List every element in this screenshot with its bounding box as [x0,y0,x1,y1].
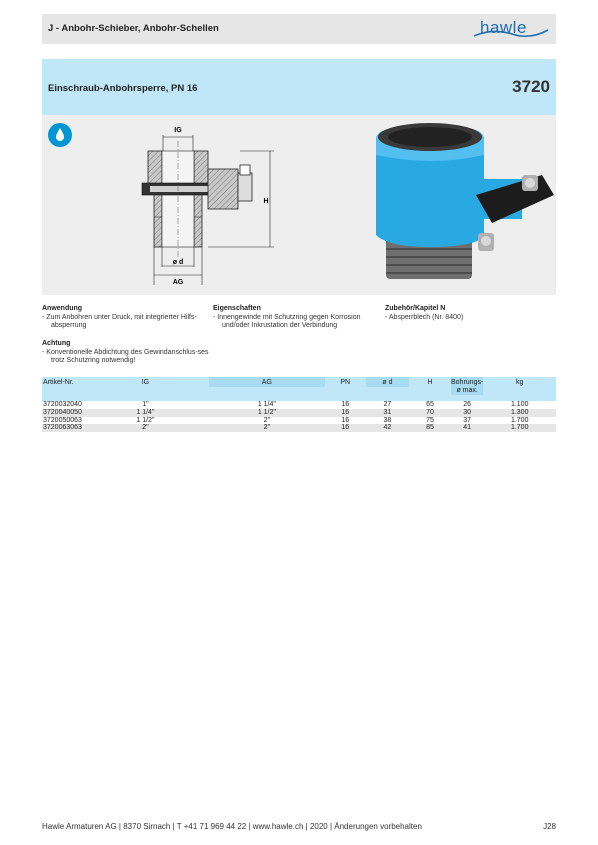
product-name: Einschraub-Anbohrsperre, PN 16 [48,83,198,94]
technical-drawing [130,117,320,293]
cell-ig: 1 1/2" [136,416,155,424]
cell-bohrung: 37 [463,416,472,424]
table-row [42,401,556,409]
hawle-logo [472,16,550,42]
cell-ig: 2" [142,424,149,432]
label-ig: IG [174,127,182,134]
category-title: J - Anbohr-Schieber, Anbohr-Schellen [48,23,219,34]
page-number: J28 [543,822,556,831]
section-title: Eigenschaften [213,305,261,312]
cell-ig: 1 1/4" [136,408,155,416]
cell-h: 65 [426,401,434,408]
product-photo [372,115,556,295]
cell-od: 38 [383,416,392,424]
cell-article: 3720063063 [43,424,82,432]
cell-kg: 1.700 [510,424,529,432]
article-table [42,377,556,432]
cell-bohrung: 30 [463,408,472,416]
section-zubehoer [385,305,555,322]
cell-article: 3720050063 [43,416,82,424]
label-ag: AG [172,279,184,286]
label-h: H [263,198,269,205]
cell-pn: 16 [341,424,350,432]
section-achtung [42,340,212,366]
cell-kg: 1.100 [510,401,529,408]
column-header: PN [325,377,366,387]
cell-od: 27 [383,401,392,408]
list-item: - Zum Anbohren unter Druck, mit integrierter Hilfs-absperrung [42,313,197,329]
column-header: IG [82,377,209,387]
product-image-panel [42,115,556,295]
cell-kg: 1.300 [510,408,529,416]
cell-h: 85 [426,424,434,432]
column-header: kg [483,377,556,387]
column-header: H [409,377,451,387]
cell-ag: 2" [263,416,271,424]
section-title: Achtung [42,340,71,347]
table-row [42,424,556,432]
section-title: Anwendung [42,305,83,312]
cell-kg: 1.700 [510,416,529,424]
column-header: ø d [366,377,410,387]
section-anwendung [42,305,212,331]
page-footer: Hawle Armaturen AG | 8370 Sirnach | T +41 71 969 44 22 | www.hawle.ch | 2020 | Änderungen vorbehalten [42,822,422,831]
cell-ag: 1 1/2" [257,408,276,416]
cell-od: 31 [383,408,392,416]
product-number: 3720 [512,77,550,96]
cell-ag: 1 1/4" [257,401,276,408]
product-title-bar [42,59,556,115]
column-header: AG [209,377,325,387]
label-od: ø d [172,259,184,266]
section-title: Zubehör/Kapitel N [385,305,446,312]
header-bar [42,14,556,44]
water-drop-icon [48,123,72,147]
table-row [42,417,556,425]
cell-pn: 16 [341,416,350,424]
cell-pn: 16 [341,401,350,408]
cell-ig: 1" [142,401,149,408]
cell-ag: 2" [263,424,271,432]
cell-article: 3720040050 [43,408,82,416]
table-header [42,377,556,401]
cell-h: 75 [426,416,434,424]
list-item: - Innengewinde mit Schutzring gegen Korrosion und/oder Inkrustation der Verbindung [213,313,361,329]
cell-article: 3720032040 [43,401,82,408]
table-row [42,409,556,417]
cell-bohrung: 26 [463,401,472,408]
section-eigenschaften [213,305,378,331]
list-item: - Konventionelle Abdichtung des Gewindanschlus-ses trotz Schutzring notwendig! [42,348,209,364]
cell-bohrung: 41 [463,424,472,432]
list-item: - Absperrblech (Nr. 8400) [385,313,464,321]
cell-pn: 16 [341,408,350,416]
logo-text: hawle [480,18,527,37]
column-header: Artikel-Nr. [42,377,82,387]
column-header: Bohrungs-ø max. [451,379,484,394]
cell-od: 42 [383,424,392,432]
cell-h: 70 [426,408,434,416]
